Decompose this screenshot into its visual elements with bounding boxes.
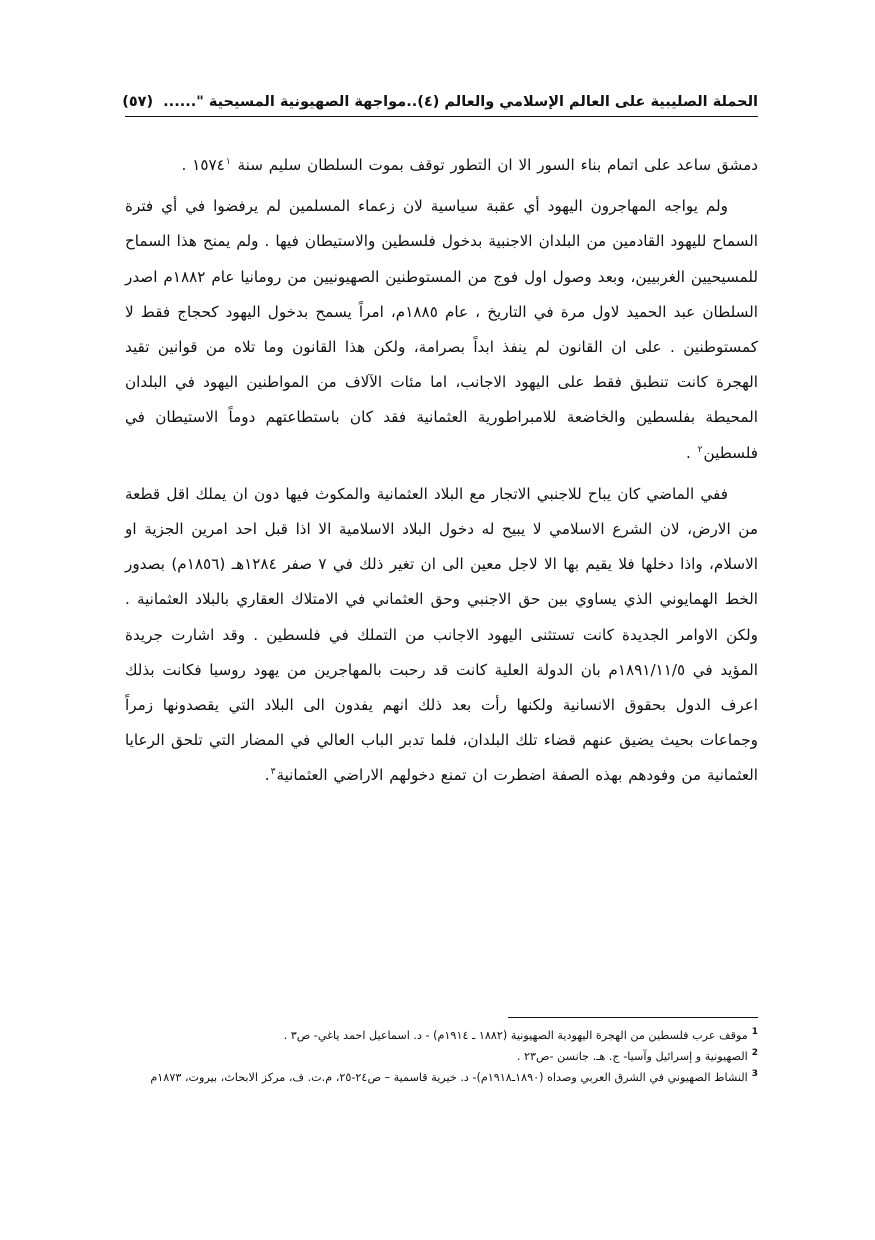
footnote-ref-1[interactable]: ١ — [225, 156, 231, 167]
footnote-text: النشاط الصهيوني في الشرق العربي وصداه (١٨٩٠ـ١٩١٨م)- د. خيرية قاسمية – ص٢٤-٢٥، م.ت. ف، مركز الابحاث، بيروت، ١٨٧٣م — [150, 1071, 748, 1084]
paragraph-2-end: . — [686, 443, 697, 462]
footnote-text: موقف عرب فلسطين من الهجرة اليهودية الصهيونية (١٨٨٢ ـ ١٩١٤م) - د. اسماعيل احمد ياغي- ص٣ . — [283, 1029, 748, 1042]
paragraph-3-end: . — [264, 766, 270, 785]
footnotes — [125, 1025, 758, 1088]
footnote-3 — [125, 1067, 758, 1088]
paragraph-1 — [125, 148, 758, 183]
paragraph-2 — [125, 189, 758, 471]
footnote-number: 1 — [751, 1027, 758, 1038]
footnote-1 — [125, 1025, 758, 1046]
paragraph-1-text: دمشق ساعد على اتمام بناء السور الا ان التطور توقف بموت السلطان سليم سنة ١٥٧٤ — [192, 156, 758, 174]
paragraph-2-text: ولم يواجه المهاجرون اليهود أي عقبة سياسية لان زعماء المسلمين لم يرفضوا في أي فترة السماح لليهود القادمين من البلدان الاجنبية بدخول فلسطين والاستيطان فيها . ولم يمنح هذا السماح للمسيحيين الغربيين، وبعد وصول اول فوج من المستوطنين الصهيونيين من رومانيا عام ١٨٨٢م اصدر السلطان عبد الحميد لاول مرة في التاريخ ، عام ١٨٨٥م، امراً يسمح بدخول اليهود كحجاج فقط لا كمستوطنين . على ان القانون لم ينفذ ابداً بصرامة، ولكن هذا القانون وما تلاه من قوانين تقيد الهجرة كانت تنطبق فقط على اليهود الاجانب، اما مئات الآلاف من المواطنين اليهود في البلدان المحيطة بفلسطين والخاضعة للامبراطورية العثمانية فقد كان باستطاعتهم دوماً الاستيطان في فلسطين — [125, 197, 758, 462]
footnote-separator — [508, 1017, 758, 1018]
footnote-text: الصهيونية و إسرائيل وآسيا- ج. هـ. جانسن -ص٢٣ . — [516, 1050, 748, 1063]
header-title: الحملة الصليبية على العالم الإسلامي والعالم (٤)..مواجهة الصهيونية المسيحية "...... — [163, 94, 758, 110]
footnote-2 — [125, 1046, 758, 1067]
footnote-number: 2 — [751, 1048, 758, 1059]
footnote-number: 3 — [751, 1069, 758, 1080]
footnote-ref-3[interactable]: ٣ — [270, 767, 276, 778]
running-header — [122, 88, 758, 117]
page-number: (٥٧) — [122, 94, 154, 110]
paragraph-3 — [125, 477, 758, 794]
footnote-ref-2[interactable]: ٢ — [697, 444, 703, 455]
paragraph-1-end: . — [181, 156, 193, 174]
paragraph-3-text: ففي الماضي كان يباح للاجنبي الاتجار مع البلاد العثمانية والمكوث فيها دون ان يملك اقل قطعة من الارض، لان الشرع الاسلامي لا يبيح له دخول البلاد الاسلامية الا اذا قبل احد امرين الجزية او الاسلام، واذا دخلها فلا يقيم بها الا لاجل معين الى ان تغير ذلك في ٧ صفر ١٢٨٤هـ (١٨٥٦م) بصدور الخط الهمايوني الذي يساوي بين حق الاجنبي وحق العثماني في الامتلاك العقاري بالبلاد العثمانية . ولكن الاوامر الجديدة كانت تستثنى اليهود الاجانب من التملك في فلسطين . وقد اشارت جريدة المؤيد في ١٨٩١/١١/٥م بان الدولة العلية كانت قد رحبت بالمهاجرين من يهود روسيا فكانت بذلك اعرف الدول بحقوق الانسانية ولكنها رأت بعد ذلك انهم يفدون الى البلاد التي يقصدونها زمراً وجماعات بحيث يضيق عنهم قضاء تلك البلدان، فلما تدبر الباب العالي في المضار التي تلحق الرعايا العثمانية من وفودهم بهذه الصفة اضطرت ان تمنع دخولهم الاراضي العثمانية — [125, 484, 758, 785]
body-text — [125, 148, 758, 800]
